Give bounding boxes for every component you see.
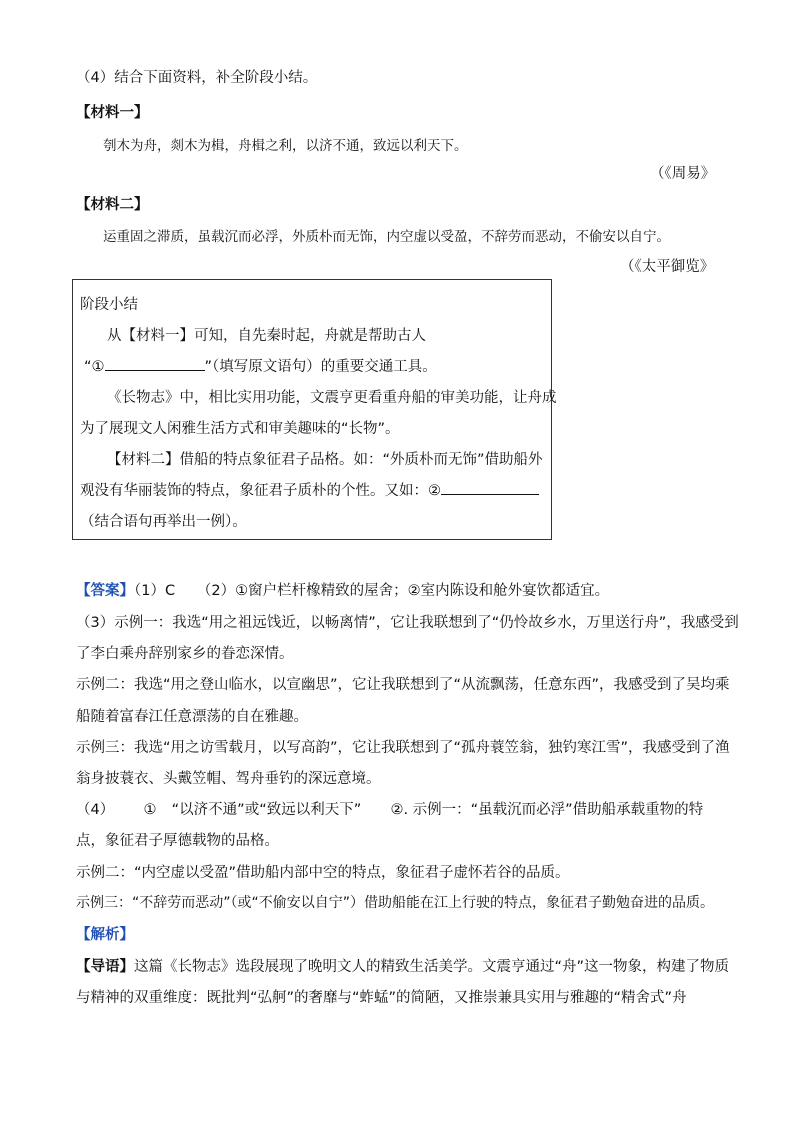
analysis-label: 【解析】: [76, 927, 134, 943]
summary-line5: 【材料二】借船的特点象征君子品格。如：“外质朴而无饰”借助船外: [107, 452, 543, 468]
answer-line2: （3）示例一：我选“用之祖远饯近，以畅离情”，它让我联想到了“仍怜故乡水，万里送行舟”，我感受到: [76, 615, 739, 631]
summary-line7: （结合语句再举出一例）。: [80, 514, 247, 530]
material2-header: 【材料二】: [76, 197, 149, 213]
answer-label: 【答案】: [76, 583, 134, 599]
answer-line11: 示例三：“不辞劳而恶动”（或“不偷安以自宁”）借助船能在江上行驶的特点，象征君子勤勉奋进的品质。: [76, 895, 715, 911]
answer-line1-text: （1）C （2）①窗户栏杆橡精致的屋舍；②室内陈设和舱外宴饮都适宜。: [134, 583, 610, 599]
blank-2-input[interactable]: [441, 480, 539, 495]
answer-line6: 示例三：我选“用之访雪载月，以写高韵”，它让我联想到了“孤舟蓑笠翁，独钓寒江雪”，我感受到了渔: [76, 740, 730, 756]
answer-line8-q: （4）: [76, 802, 115, 818]
answer-line8-num2: ②: [390, 802, 404, 818]
material1-source: （《周易》: [650, 166, 716, 182]
summary-line3: 《长物志》中，相比实用功能，文震亨更看重舟船的审美功能，让舟成: [107, 390, 557, 406]
summary-title: 阶段小结: [80, 297, 138, 313]
answer-line8-ans1: “以济不通”或“致远以利天下”: [171, 802, 362, 818]
answer-line4: 示例二：我选“用之登山临水，以宣幽思”，它让我联想到了“从流飘荡，任意东西”，我感受到了吴均乘: [76, 677, 730, 693]
summary-line4: 为了展现文人闲雅生活方式和审美趣味的“长物”。: [80, 421, 400, 437]
material1-text: 刳木为舟，剡木为楫，舟楫之利，以济不通，致远以利天下。: [103, 138, 468, 154]
answer-line3: 了李白乘舟辞别家乡的眷恋深情。: [76, 646, 294, 662]
analysis-line2: 与精神的双重维度：既批判“弘舸”的奢靡与“蚱蜢”的简陋，又推崇兼具实用与雅趣的“精舍式”舟: [76, 990, 687, 1006]
analysis-intro-label: 【导语】: [76, 959, 134, 975]
answer-line8-num1: ①: [143, 802, 157, 818]
analysis-line1: [76, 955, 729, 976]
q4-prompt: （4）结合下面资料，补全阶段小结。: [76, 70, 318, 86]
analysis-line1-text: 这篇《长物志》选段展现了晚明文人的精致生活美学。文震亨通过“舟”这一物象，构建了物质: [134, 959, 730, 975]
material2-source: （《太平御览》: [620, 259, 715, 275]
stage-summary-box: [72, 279, 552, 540]
summary-line2-close: ”（填写原文语句）的重要交通工具。: [204, 359, 437, 375]
answer-line1: [76, 579, 609, 600]
summary-line6-text: 观没有华丽装饰的特点，象征君子质朴的个性。又如：②: [80, 483, 441, 499]
summary-line1: 从【材料一】可知，自先秦时起，舟就是帮助古人: [107, 328, 426, 344]
answer-line5: 船随着富春江任意漂荡的自在雅趣。: [76, 709, 308, 725]
summary-line2-open: “①: [84, 359, 105, 375]
answer-line10: 示例二：“内空虚以受盈”借助船内部中空的特点，象征君子虚怀若谷的品质。: [76, 865, 570, 881]
material1-header: 【材料一】: [76, 105, 149, 121]
answer-line9: 点，象征君子厚德载物的品格。: [76, 833, 279, 849]
answer-line8-ans2: . 示例一：“虽载沉而必浮”借助船承载重物的特: [403, 802, 704, 818]
answer-line8: [76, 798, 703, 819]
material2-text: 运重固之滞质，虽载沉而必浮，外质朴而无饰，内空虚以受盈，不辞劳而恶动，不偷安以自宁。: [103, 229, 670, 245]
summary-line6: [80, 479, 539, 500]
summary-line2: [84, 355, 437, 376]
answer-line7: 翁身披蓑衣、头戴笠帽、驾舟垂钓的深远意境。: [76, 771, 381, 787]
blank-1-input[interactable]: [105, 356, 205, 371]
